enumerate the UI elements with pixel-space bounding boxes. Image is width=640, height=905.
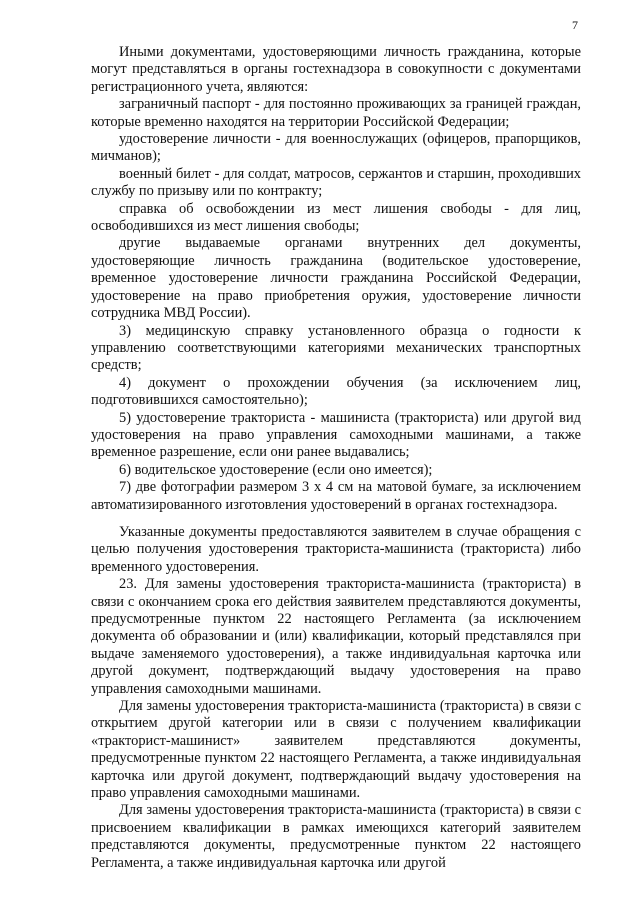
document-body [91, 44, 581, 872]
paragraph-item-7: 7) две фотографии размером 3 х 4 см на матовой бумаге, за исключением автоматизированного изготовления удостоверений в органах гостехнадзора. [91, 479, 581, 513]
paragraph-item-5: 5) удостоверение тракториста - машиниста (тракториста) или другой вид удостоверения на право управления самоходными машинами, а также временное разрешение, если они ранее выдавались; [91, 409, 581, 461]
paragraph-qualification: Для замены удостоверения тракториста-машиниста (тракториста) в связи с присвоением квалификации в рамках имеющихся категорий заявителем представляются документы, предусмотренные пунктом 22 настоящего Регламента, а также индивидуальная карточка или другой [91, 802, 581, 871]
paragraph-item-3: 3) медицинскую справку установленного образца о годности к управлению соответствующими категориями механических транспортных средств; [91, 322, 581, 374]
paragraph-new-category: Для замены удостоверения тракториста-машиниста (тракториста) в связи с открытием другой категории или в связи с получением квалификации «тракторист-машинист» заявителем представляются документы, предусмотренные пунктом 22 настоящего Регламента, а также индивидуальная карточка или другой документ, подтверждающий выдачу удостоверения на право управления самоходными машинами. [91, 698, 581, 802]
paragraph-military-id: удостоверение личности - для военнослужащих (офицеров, прапорщиков, мичманов); [91, 131, 581, 165]
paragraph-military-ticket: военный билет - для солдат, матросов, сержантов и старшин, проходивших службу по призыву или по контракту; [91, 165, 581, 200]
paragraph-section-23: 23. Для замены удостоверения тракториста-машиниста (тракториста) в связи с окончанием срока его действия заявителем представляются документы, предусмотренные пунктом 22 настоящего Регламента (за исключением документа об образовании и (или) квалификации, который представлялся при выдаче заменяемого удостоверения), а также индивидуальная карточка или другой документ, подтверждающий выдачу удостоверения на право управления самоходными машинами. [91, 576, 581, 697]
paragraph-foreign-passport: заграничный паспорт - для постоянно проживающих за границей граждан, которые временно находятся на территории Российской Федерации; [91, 96, 581, 130]
paragraph-other-documents-intro: Иными документами, удостоверяющими личность гражданина, которые могут представляться в органы гостехнадзора в совокупности с документами регистрационного учета, являются: [91, 44, 581, 95]
paragraph-item-6: 6) водительское удостоверение (если оно имеется); [119, 461, 433, 478]
paragraph-other-mvd-documents: другие выдаваемые органами внутренних дел документы, удостоверяющие личность гражданина (водительское удостоверение, временное удостоверение личности гражданина Российской Федерации, удостоверение на право приобретения оружия, удостоверение личности сотрудника МВД России). [91, 235, 581, 322]
paragraph-item-4: 4) документ о прохождении обучения (за исключением лиц, подготовившихся самостоятельно); [91, 374, 581, 409]
paragraph-release-certificate: справка об освобождении из мест лишения свободы - для лиц, освободившихся из мест лишения свободы; [91, 200, 581, 235]
page-number: 7 [572, 18, 578, 32]
paragraph-documents-note: Указанные документы предоставляются заявителем в случае обращения с целью получения удостоверения тракториста-машиниста (тракториста) либо временного удостоверения. [91, 523, 581, 575]
